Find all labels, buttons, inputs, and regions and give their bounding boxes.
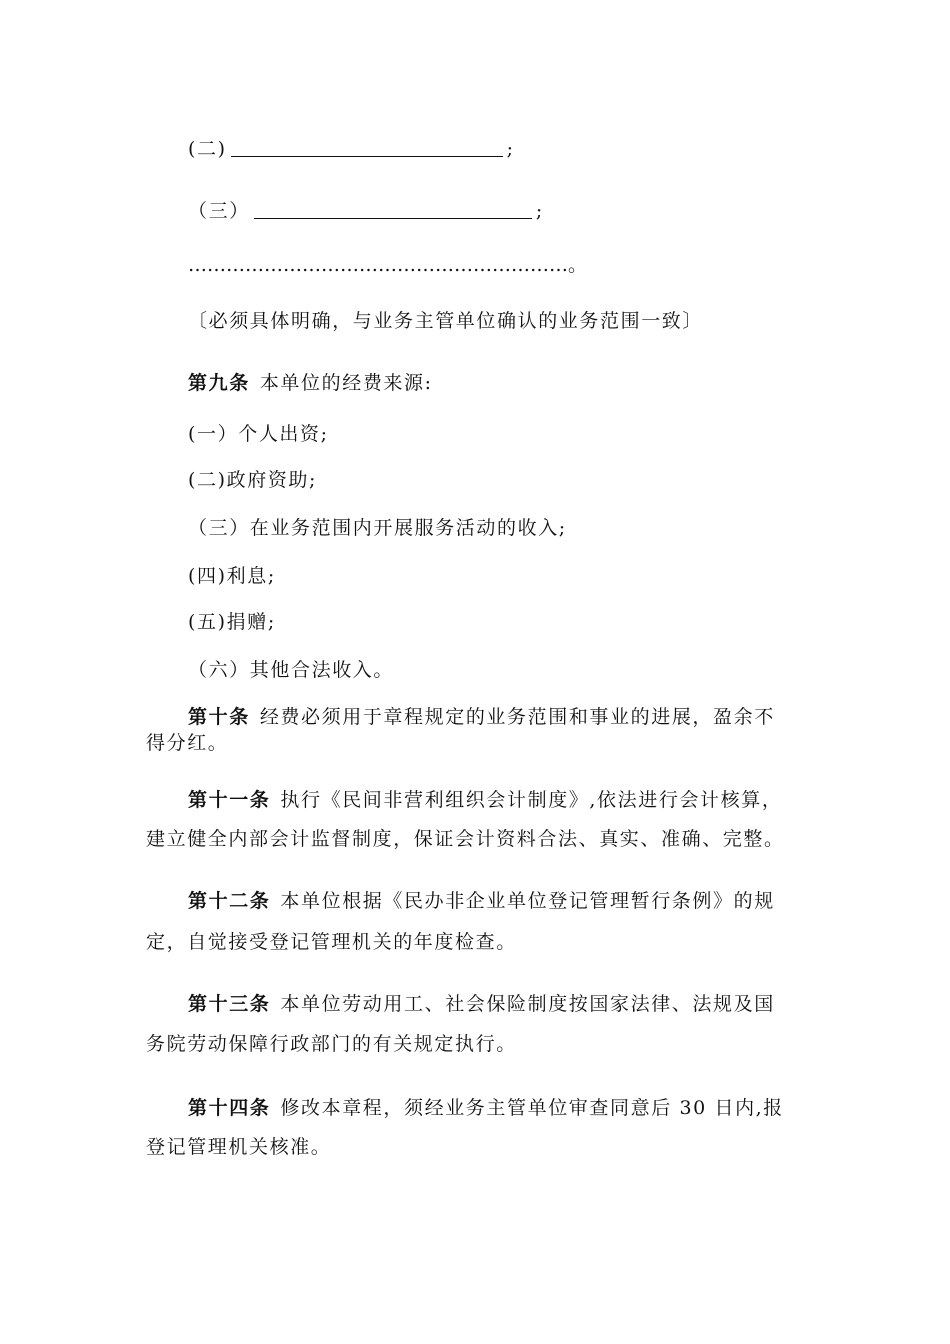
funding-item: (五)捐赠; <box>188 611 276 633</box>
article-14-line-2: 登记管理机关核准。 <box>146 1136 332 1158</box>
article-text: 经费必须用于章程规定的业务范围和事业的进展，盈余不 <box>259 706 775 728</box>
blank-item-label: （三） <box>188 200 250 222</box>
article-title: 第十二条 <box>188 890 271 912</box>
article-11-line-2: 建立健全内部会计监督制度，保证会计资料合法、真实、准确、完整。 <box>146 828 785 850</box>
article-title: 第十三条 <box>188 993 271 1015</box>
article-text: 本单位根据《民办非企业单位登记管理暂行条例》的规 <box>280 890 775 912</box>
blank-item-suffix: ; <box>506 138 515 160</box>
funding-item: (二)政府资助; <box>188 469 318 491</box>
article-title: 第九条 <box>188 372 250 394</box>
funding-item: (四)利息; <box>188 565 276 587</box>
article-text: 本单位劳动用工、社会保险制度按国家法律、法规及国 <box>280 993 775 1015</box>
article-9-heading <box>0 370 950 396</box>
fill-in-blank-line <box>254 198 532 219</box>
article-text: 修改本章程，须经业务主管单位审查同意后 30 日内,报 <box>280 1097 784 1119</box>
blank-item-suffix: ; <box>535 200 544 222</box>
ellipsis-line: ……………………………………………………。 <box>188 254 588 276</box>
article-11-line-1 <box>0 787 950 813</box>
funding-item: （六）其他合法收入。 <box>188 659 395 681</box>
article-10-line-1 <box>0 704 950 730</box>
blank-item-label: (二) <box>188 138 227 160</box>
article-title: 第十条 <box>188 706 250 728</box>
article-text: 执行《民间非营利组织会计制度》,依法进行会计核算， <box>280 789 783 811</box>
article-13-line-2: 务院劳动保障行政部门的有关规定执行。 <box>146 1033 517 1055</box>
article-12-line-2: 定，自觉接受登记管理机关的年度检查。 <box>146 931 517 953</box>
scope-note: 〔必须具体明确，与业务主管单位确认的业务范围一致〕 <box>188 310 704 332</box>
article-title: 第十一条 <box>188 789 271 811</box>
funding-item: (一）个人出资; <box>188 423 329 445</box>
blank-item-2 <box>0 136 950 162</box>
article-12-line-1 <box>0 888 950 914</box>
blank-item-3 <box>0 198 950 224</box>
article-title: 第十四条 <box>188 1097 271 1119</box>
article-text: 本单位的经费来源: <box>259 372 433 394</box>
fill-in-blank-line <box>231 136 503 157</box>
funding-item: （三）在业务范围内开展服务活动的收入; <box>188 517 567 539</box>
article-14-line-1 <box>0 1095 950 1121</box>
article-13-line-1 <box>0 991 950 1017</box>
article-10-line-2: 得分红。 <box>146 732 229 754</box>
